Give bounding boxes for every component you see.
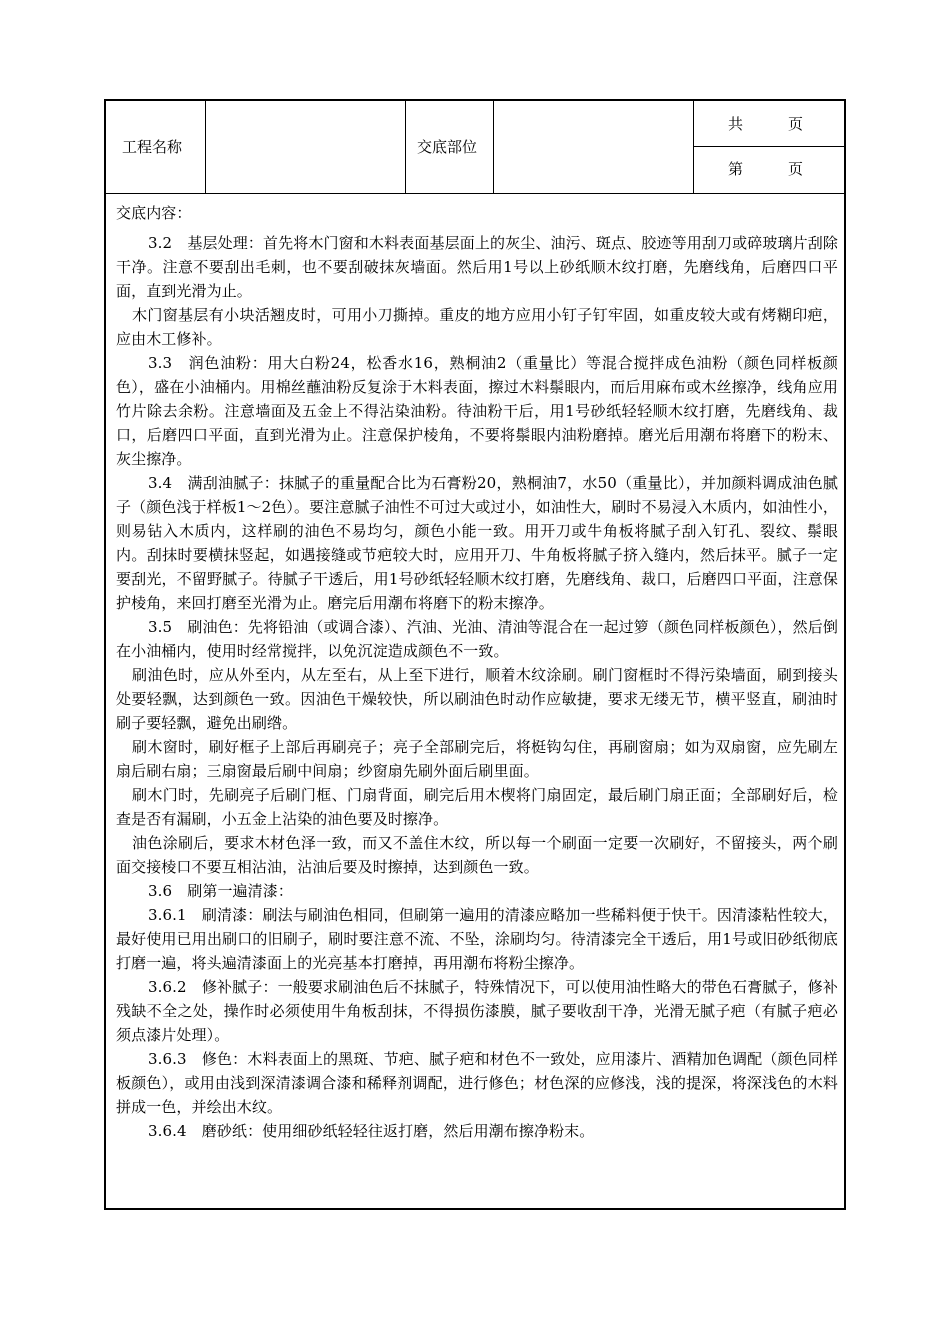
- paragraph: 3.6.4 磨砂纸：使用细砂纸轻轻往返打磨，然后用潮布擦净粉末。: [148, 1122, 595, 1140]
- divider: [106, 193, 844, 194]
- paragraph: 油色涂刷后，要求木材色泽一致，而又不盖住木纹，所以每一个刷面一定要一次刷好，不留接头，两个刷面交接棱口不要互相沾油，沾油后要及时擦掉，达到颜色一致。: [116, 834, 838, 876]
- disclosure-form: [104, 99, 846, 1210]
- divider: [693, 101, 694, 193]
- paragraph: 3.6.1 刷清漆：刷法与刷油色相同，但刷第一遍用的清漆应略加一些稀料便于快干。因清漆粘性较大，最好使用已用出刷口的旧刷子，刷时要注意不流、不坠，涂刷均匀。待清漆完全干透后，用1号或旧砂纸彻底打磨一遍，将头遍清漆面上的光亮基本打磨掉，再用潮布将粉尘擦净。: [116, 906, 838, 972]
- divider: [493, 101, 494, 193]
- paragraph: 3.4 满刮油腻子：抹腻子的重量配合比为石膏粉20，熟桐油7，水50（重量比），并加颜料调成油色腻子（颜色浅于样板1～2色）。要注意腻子油性不可过大或过小，如油性大，刷时不易浸入木质内，如油性小，则易钻入木质内，这样刷的油色不易均匀，颜色小能一致。用开刀或牛角板将腻子刮入钉孔、裂纹、鬃眼内。刮抹时要横抹竖起，如遇接缝或节疤较大时，应用开刀、牛角板将腻子挤入缝内，然后抹平。腻子一定要刮光，不留野腻子。待腻子干透后，用1号砂纸轻轻顺木纹打磨，先磨线角、裁口，后磨四口平面，注意保护棱角，来回打磨至光滑为止。磨完后用潮布将磨下的粉末擦净。: [116, 474, 838, 612]
- paragraph: 3.5 刷油色：先将铅油（或调合漆）、汽油、光油、清油等混合在一起过箩（颜色同样板颜色），然后倒在小油桶内，使用时经常搅拌，以免沉淀造成颜色不一致。: [116, 618, 838, 660]
- paragraph: 刷木门时，先刷亮子后刷门框、门扇背面，刷完后用木楔将门扇固定，最后刷门扇正面；全部刷好后，检查是否有漏刷，小五金上沾染的油色要及时擦净。: [116, 786, 838, 828]
- paragraph: 刷木窗时，刷好框子上部后再刷亮子；亮子全部刷完后，将梃钩勾住，再刷窗扇；如为双扇窗，应先刷左扇后刷右扇；三扇窗最后刷中间扇；纱窗扇先刷外面后刷里面。: [116, 738, 838, 780]
- paragraph: 3.2 基层处理：首先将木门窗和木料表面基层面上的灰尘、油污、斑点、胶迹等用刮刀或碎玻璃片刮除干净。注意不要刮出毛刺，也不要刮破抹灰墙面。然后用1号以上砂纸顺木纹打磨，先磨线角，后磨四口平面，直到光滑为止。: [116, 234, 838, 300]
- content-lead: 交底内容：: [116, 204, 192, 222]
- page-number-label: 第 页: [728, 160, 804, 178]
- location-label: 交底部位: [417, 138, 478, 156]
- form-header: [106, 101, 844, 193]
- paragraph: 3.6 刷第一遍清漆：: [148, 882, 293, 900]
- divider: [205, 101, 206, 193]
- project-name-label: 工程名称: [122, 138, 183, 156]
- paragraph: 木门窗基层有小块活翘皮时，可用小刀撕掉。重皮的地方应用小钉子钉牢固，如重皮较大或有烤糊印疤，应由木工修补。: [116, 306, 838, 348]
- divider: [693, 146, 844, 147]
- disclosure-content: [116, 201, 838, 1143]
- paragraph: 3.6.2 修补腻子：一般要求刷油色后不抹腻子，特殊情况下，可以使用油性略大的带色石膏腻子，修补残缺不全之处，操作时必须使用牛角板刮抹，不得损伤漆膜，腻子要收刮干净，光滑无腻子疤（有腻子疤必须点漆片处理）。: [116, 978, 838, 1044]
- paragraph: 3.3 润色油粉：用大白粉24，松香水16，熟桐油2（重量比）等混合搅拌成色油粉（颜色同样板颜色），盛在小油桶内。用棉丝蘸油粉反复涂于木料表面，擦过木料鬃眼内，而后用麻布或木丝擦净，线角应用竹片除去余粉。注意墙面及五金上不得沾染油粉。待油粉干后，用1号砂纸轻轻顺木纹打磨，先磨线角、裁口，后磨四口平面，直到光滑为止。注意保护棱角，不要将鬃眼内油粉磨掉。磨光后用潮布将磨下的粉末、灰尘擦净。: [116, 354, 838, 468]
- total-pages-label: 共 页: [728, 115, 804, 133]
- divider: [405, 101, 406, 193]
- paragraph: 刷油色时，应从外至内，从左至右，从上至下进行，顺着木纹涂刷。刷门窗框时不得污染墙面，刷到接头处要轻飘，达到颜色一致。因油色干燥较快，所以刷油色时动作应敏捷，要求无缕无节，横平竖直，刷油时刷子要轻飘，避免出刷绺。: [116, 666, 838, 732]
- paragraph: 3.6.3 修色：木料表面上的黑斑、节疤、腻子疤和材色不一致处，应用漆片、酒精加色调配（颜色同样板颜色），或用由浅到深清漆调合漆和稀释剂调配，进行修色；材色深的应修浅，浅的提深，将深浅色的木料拼成一色，并绘出木纹。: [116, 1050, 838, 1116]
